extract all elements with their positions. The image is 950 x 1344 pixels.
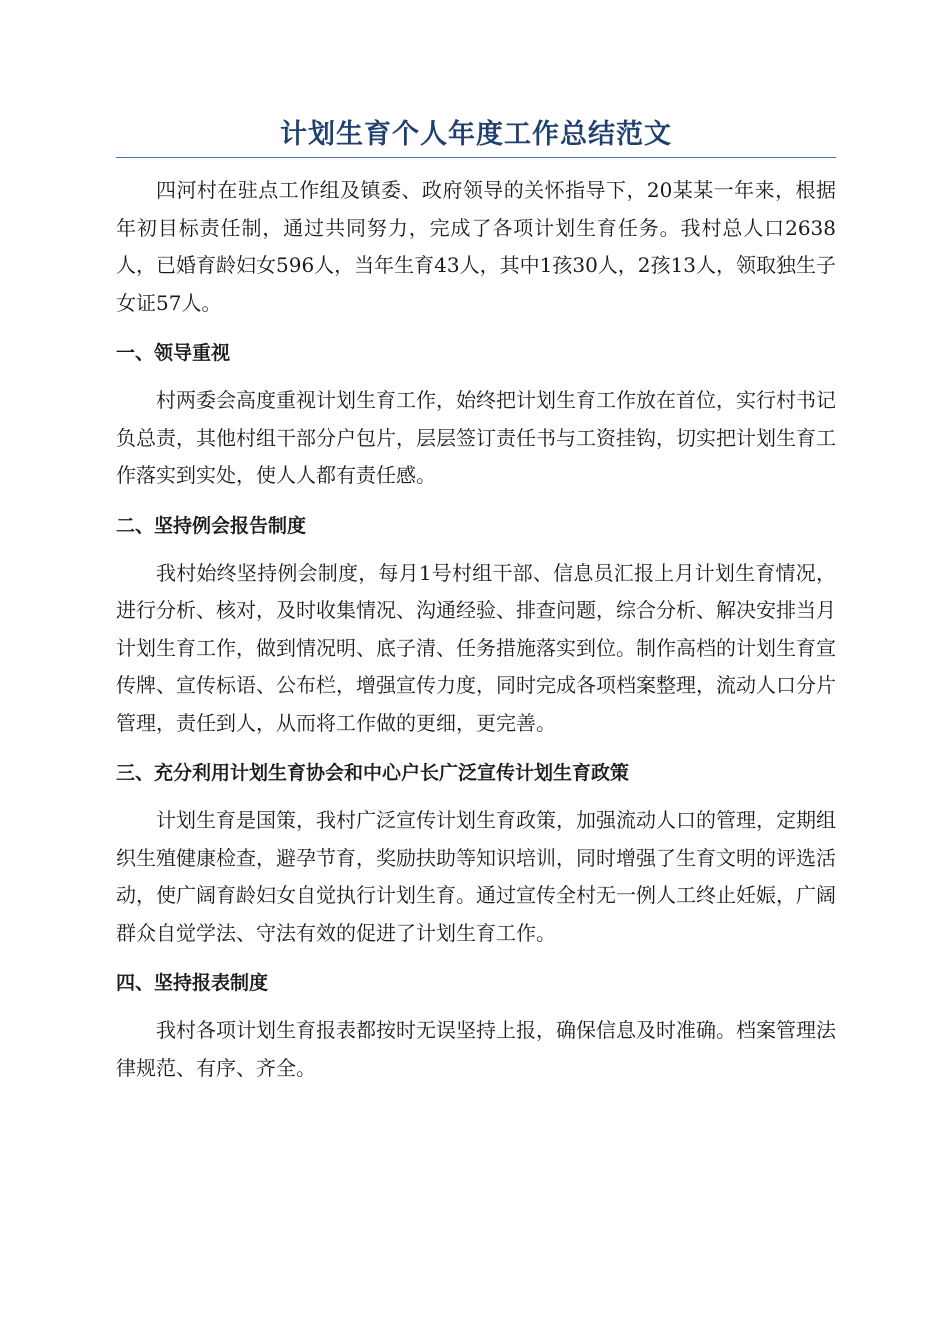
intro-paragraph: 四河村在驻点工作组及镇委、政府领导的关怀指导下，20某某一年来，根据年初目标责任制，通过共同努力，完成了各项计划生育任务。我村总人口2638人，已婚育龄妇女596人，当年生育43人，其中1孩30人，2孩13人，领取独生子女证57人。 [116, 178, 836, 315]
document-title: 计划生育个人年度工作总结范文 [280, 119, 672, 150]
section-body-1: 村两委会高度重视计划生育工作，始终把计划生育工作放在首位，实行村书记负总责，其他村组干部分户包片，层层签订责任书与工资挂钩，切实把计划生育工作落实到实处，使人人都有责任感。 [116, 388, 836, 487]
section-heading-4: 四、坚持报表制度 [116, 972, 269, 994]
title-underline [116, 157, 836, 158]
section-heading-3: 三、充分利用计划生育协会和中心户长广泛宣传计划生育政策 [116, 762, 630, 784]
section-body-4: 我村各项计划生育报表都按时无误坚持上报，确保信息及时准确。档案管理法律规范、有序、齐全。 [116, 1018, 836, 1080]
document-page [116, 112, 836, 1087]
section-body-3: 计划生育是国策，我村广泛宣传计划生育政策，加强流动人口的管理，定期组织生殖健康检查，避孕节育，奖励扶助等知识培训，同时增强了生育文明的评选活动，使广阔育龄妇女自觉执行计划生育。通过宣传全村无一例人工终止妊娠，广阔群众自觉学法、守法有效的促进了计划生育工作。 [116, 808, 836, 945]
section-body-2: 我村始终坚持例会制度，每月1号村组干部、信息员汇报上月计划生育情况，进行分析、核对，及时收集情况、沟通经验、排查问题，综合分析、解决安排当月计划生育工作，做到情况明、底子清、任务措施落实到位。制作高档的计划生育宣传牌、宣传标语、公布栏，增强宣传力度，同时完成各项档案整理，流动人口分片管理，责任到人，从而将工作做的更细，更完善。 [116, 560, 836, 735]
section-heading-2: 二、坚持例会报告制度 [116, 514, 307, 537]
section-heading-1: 一、领导重视 [116, 342, 231, 364]
